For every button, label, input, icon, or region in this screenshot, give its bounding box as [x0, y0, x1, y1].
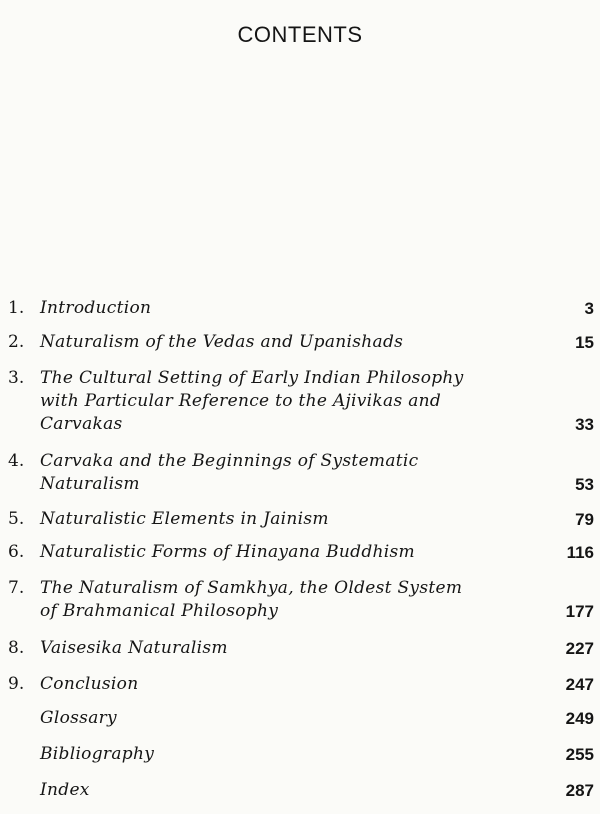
entry-title-line: with Particular Reference to the Ajivikas and — [40, 391, 442, 411]
entry-title — [40, 577, 520, 623]
entry-page-number: 227 — [565, 639, 594, 658]
entry-title-line: Vaisesika Naturalism — [40, 638, 228, 658]
entry-title — [40, 450, 520, 496]
entry-title — [40, 367, 520, 436]
entry-title-line: Naturalistic Forms of Hinayana Buddhism — [40, 542, 415, 562]
entry-title — [40, 707, 520, 730]
entry-title — [40, 297, 520, 320]
entry-title — [40, 743, 520, 766]
entry-page-number: 287 — [565, 781, 594, 800]
entry-page-number: 53 — [575, 475, 594, 494]
entry-title-line: Introduction — [40, 298, 152, 318]
entry-title-line: The Naturalism of Samkhya, the Oldest System — [40, 578, 463, 598]
entry-page-number: 116 — [566, 543, 594, 562]
entry-number: 3. — [8, 368, 25, 388]
entry-title-line: Carvakas — [40, 414, 123, 434]
entry-title-line: Carvaka and the Beginnings of Systematic — [40, 451, 419, 471]
entry-number: 6. — [8, 542, 25, 562]
entry-title-line: Bibliography — [40, 744, 155, 764]
entry-title-line: Naturalistic Elements in Jainism — [40, 509, 329, 529]
entry-title-line: Naturalism of the Vedas and Upanishads — [40, 332, 404, 352]
entry-title-line: Glossary — [40, 708, 117, 728]
entry-number: 1. — [8, 298, 25, 318]
entry-title — [40, 779, 520, 802]
entry-page-number: 249 — [565, 709, 594, 728]
entry-title-line: Naturalism — [40, 474, 140, 494]
entry-title — [40, 673, 520, 696]
entry-title-line: The Cultural Setting of Early Indian Philosophy — [40, 368, 464, 388]
entry-page-number: 33 — [575, 415, 594, 434]
entry-title-line: of Brahmanical Philosophy — [40, 601, 279, 621]
entry-page-number: 255 — [565, 745, 594, 764]
entry-number: 7. — [8, 578, 25, 598]
page-heading: CONTENTS — [237, 22, 363, 47]
entry-title — [40, 508, 520, 531]
entry-page-number: 3 — [584, 299, 594, 318]
entry-title — [40, 637, 520, 660]
entry-title — [40, 331, 520, 354]
entry-title-line: Conclusion — [40, 674, 139, 694]
entry-number: 2. — [8, 332, 25, 352]
entry-page-number: 177 — [565, 602, 594, 621]
entry-page-number: 15 — [575, 333, 594, 352]
entry-page-number: 79 — [575, 510, 594, 529]
entry-number: 8. — [8, 638, 25, 658]
entry-title-line: Index — [40, 780, 90, 800]
entry-number: 9. — [8, 674, 25, 694]
entry-number: 4. — [8, 451, 25, 471]
entry-number: 5. — [8, 509, 25, 529]
entry-page-number: 247 — [565, 675, 594, 694]
entry-title — [40, 541, 520, 564]
